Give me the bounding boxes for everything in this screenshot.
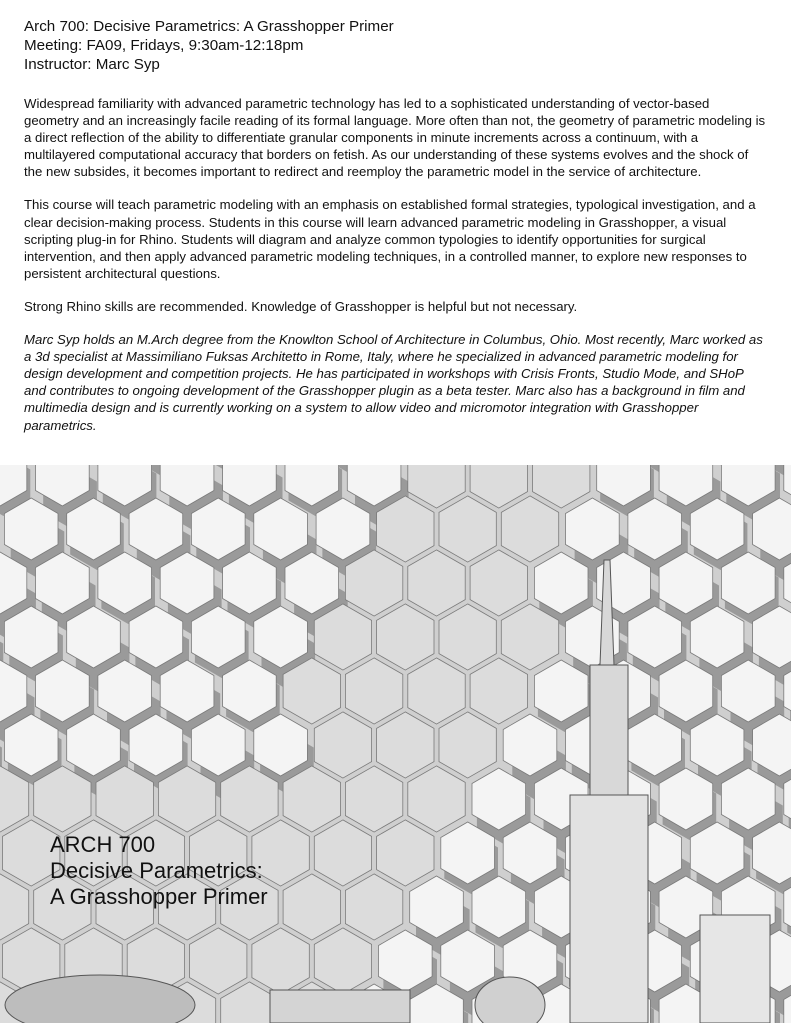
cathedral [700,915,770,1023]
instructor-bio: Marc Syp holds an M.Arch degree from the Knowlton School of Architecture in Columbus, Ohio. Most recently, Marc worked as a 3d specialist at Massimiliano Fuksas Architetto in Rome, Italy, where he specialized in advanced parametric modeling for design development and competition projects. He has participated in workshops with Crisis Fronts, Studio Mode, and SHoP and contributes to ongoing development of the Grasshopper plugin as a beta tester. Marc also has a background in film and multimedia design and is currently working on a system to allow video and micromotor integration with Grasshopper parametrics. [24,332,763,433]
prerequisites-paragraph: Strong Rhino skills are recommended. Knowledge of Grasshopper is helpful but not necessary. [24,298,578,314]
course-title: Arch 700: Decisive Parametrics: A Grasshopper Primer [24,18,394,35]
hexagon-field-illustration [0,465,791,1023]
poster-title-line-3: A Grasshopper Primer [50,884,268,909]
poster-title-line-1: ARCH 700 [50,832,156,857]
description-paragraph-1: Widespread familiarity with advanced parametric technology has led to a sophisticated understanding of vector-based geometry and an increasingly facile reading of its formal language. More often than not, the geometry of parametric modeling is a direct reflection of the ability to differentiate granular components in minute increments across a continuum, with a multilayered computational accuracy that borders on fetish. As our understanding of these systems evolves and the shock of the new subsides, it becomes important to redirect and reemploy the parametric model in the service of architecture. [24,96,766,180]
tower-base [570,795,648,1023]
meeting-info: Meeting: FA09, Fridays, 9:30am-12:18pm [24,37,304,54]
poster-title [50,832,268,910]
poster-illustration [0,465,791,1023]
low-building [270,990,410,1023]
instructor-info: Instructor: Marc Syp [24,56,160,73]
course-header [24,17,394,74]
description-paragraph-2: This course will teach parametric modeling with an emphasis on established formal strategies, typological investigation, and a clear decision-making process. Students in this course will learn advanced parametric modeling in Grasshopper, a visual scripting plug-in for Rhino. Students will diagram and analyze common typologies to identify opportunities for surgical intervention, and then apply advanced parametric modeling techniques, in a controlled manner, to explore new responses to persistent architectural questions. [24,197,756,281]
poster-title-line-2: Decisive Parametrics: [50,858,263,883]
course-description [24,95,768,450]
